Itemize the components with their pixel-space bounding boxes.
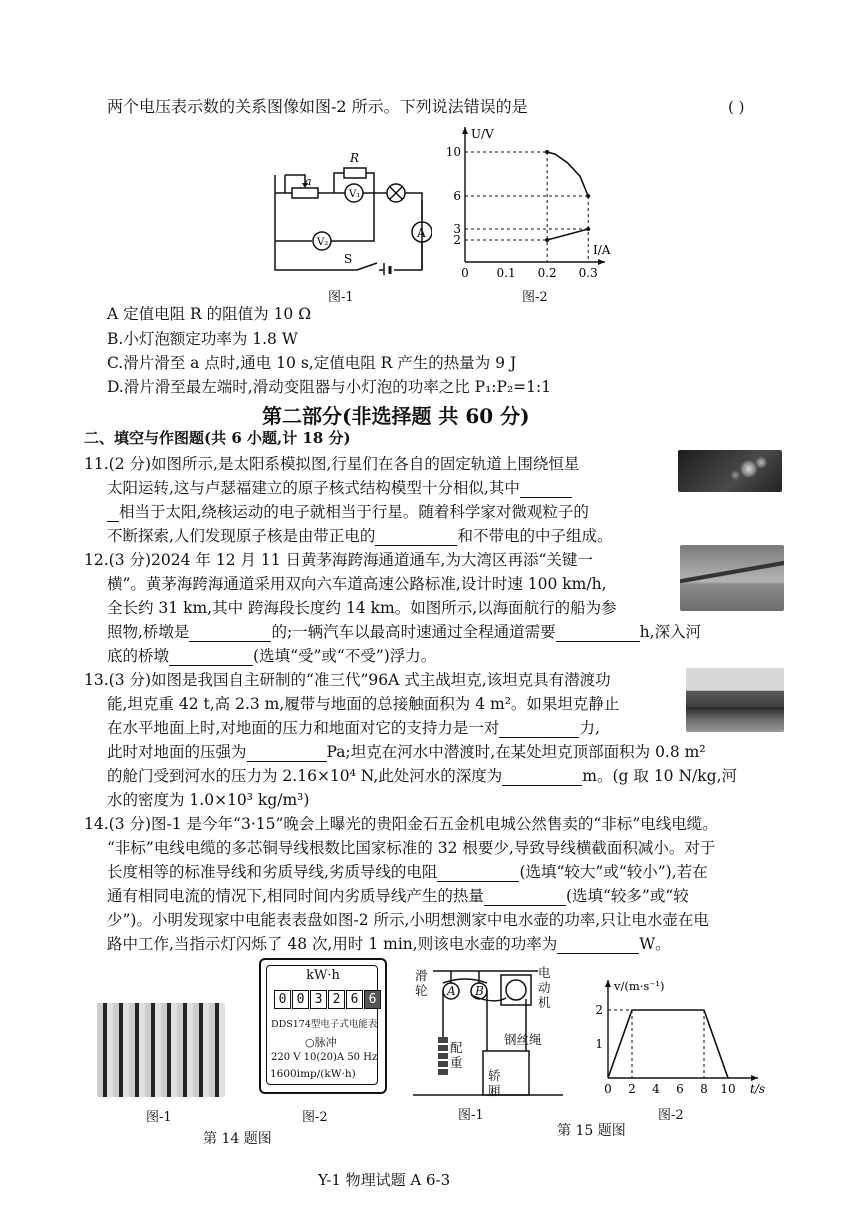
q10-answer-paren: ( ) [728, 98, 745, 116]
electric-meter [259, 958, 387, 1094]
x-axis-arrow [598, 259, 605, 265]
series-line-2 [547, 229, 588, 240]
q11-blank-2[interactable] [375, 529, 457, 546]
q11-line1: 11.(2 分)如图所示,是太阳系模拟图,行星们在各自的固定轨道上围绕恒星 [84, 455, 580, 473]
cable-photo [97, 1003, 225, 1097]
circuit-label-ammeter: A [417, 226, 426, 240]
y-axis-arrow [605, 980, 611, 987]
y-tick-label: 3 [453, 222, 461, 236]
q11-blank-1[interactable] [520, 481, 572, 498]
q13-line6: 水的密度为 1.0×10³ kg/m³) [107, 791, 310, 809]
x-tick-label: 4 [652, 1082, 660, 1096]
q14-line6: 路中工作,当指示灯闪烁了 48 次,用时 1 min,则该电水壶的功率为 W。 [107, 935, 671, 953]
q13-blank-2[interactable] [247, 745, 327, 762]
q12-line2: 横”。黄茅海跨海通道采用双向六车道高速公路标准,设计时速 100 km/h, [107, 575, 607, 593]
y-tick-label: 2 [453, 233, 461, 247]
fig15-title: 第 15 题图 [557, 1123, 626, 1139]
q11-line2: 太阳运转,这与卢瑟福建立的原子核式结构模型十分相似,其中 [107, 478, 572, 498]
tank-photo [686, 668, 784, 732]
q10-fig1-caption: 图-1 [328, 290, 354, 305]
q12-blank-3[interactable] [169, 649, 253, 666]
meter-digit: 2 [328, 990, 345, 1009]
meter-rating: 220 V 10(20)A 50 Hz [271, 1052, 378, 1063]
x-tick-label: 0.1 [496, 266, 516, 280]
u-i-graph [445, 112, 620, 287]
q14-line1: 14.(3 分)图-1 是今年“3·15”晚会上曝光的贵阳金石五金机电城公然售卖的“非标”电线电缆。 [84, 815, 718, 833]
meter-digit: 0 [274, 990, 291, 1009]
q11-line4: 不断探索,人们发现原子核是由带正电的 和不带电的中子组成。 [107, 527, 613, 545]
series-line-1 [608, 1010, 728, 1078]
x-tick-label: 6 [676, 1082, 684, 1096]
page-footer: Y-1 物理试题 A 6-3 [318, 1171, 451, 1189]
q12-line3: 全长约 31 km,其中 跨海段长度约 14 km。如图所示,以海面航行的船为参 [107, 599, 617, 617]
fig15-1-caption: 图-1 [458, 1108, 484, 1123]
fig15-2-caption: 图-2 [658, 1108, 684, 1123]
q12-line1: 12.(3 分)2024 年 12 月 11 日黄茅海跨海通道通车,为大湾区再添“关键一 [84, 551, 593, 569]
pulley-label: 滑轮 [415, 968, 428, 998]
q11-blank-1-cont[interactable] [107, 505, 119, 522]
x-tick-label: 10 [720, 1082, 736, 1096]
meter-model: DDS174型电子式电能表 [271, 1019, 378, 1030]
bridge-photo [680, 545, 784, 611]
meter-digits [274, 990, 382, 1009]
q12-line4: 照物,桥墩是 的;一辆汽车以最高时速通过全程通道需要 h,深入河 [107, 623, 702, 641]
y-tick-label: 6 [453, 189, 461, 203]
x-tick-label: 0 [461, 266, 469, 280]
q14-blank-1[interactable] [437, 865, 519, 882]
motor-label: 电动机 [538, 965, 551, 1010]
y-axis-arrow [462, 127, 468, 134]
q14-blank-3[interactable] [557, 937, 639, 954]
data-point [545, 238, 549, 242]
x-axis-label: I/A [593, 243, 611, 257]
q12-blank-1[interactable] [189, 625, 271, 642]
y-tick-label: 2 [595, 1003, 603, 1017]
q13-line3: 在水平地面上时,对地面的压力和地面对它的支持力是一对 力, [107, 719, 600, 737]
q14-line3: 长度相等的标准导线和劣质导线,劣质导线的电阻 (选填“较大”或“较小”),若在 [107, 863, 708, 881]
q13-blank-3[interactable] [502, 769, 582, 786]
meter-digit-decimal: 6 [364, 990, 381, 1009]
meter-unit: kW·h [306, 968, 340, 983]
q10-option-d: D.滑片滑至最左端时,滑动变阻器与小灯泡的功率之比 P₁:P₂=1:1 [107, 378, 552, 396]
q12-blank-2[interactable] [556, 625, 640, 642]
q13-line1: 13.(3 分)如图是我国自主研制的“准三代”96A 式主战坦克,该坦克具有潜渡功 [84, 671, 611, 689]
pulley-b-label: B [475, 984, 484, 998]
circuit-label-r: R [350, 151, 360, 165]
circuit-label-switch: S [344, 252, 353, 266]
q10-stem-tail: 两个电压表示数的关系图像如图-2 所示。下列说法错误的是 [107, 97, 528, 116]
x-tick-label: 0.2 [537, 266, 557, 280]
data-point [586, 227, 590, 231]
x-tick-label: 8 [700, 1082, 708, 1096]
q13-line2: 能,坦克重 42 t,高 2.3 m,履带与地面的总接触面积为 4 m²。如果坦克静止 [107, 695, 620, 713]
meter-digit: 0 [292, 990, 309, 1009]
circuit-diagram [262, 145, 432, 275]
y-axis-label: U/V [471, 127, 494, 141]
y-tick-label: 10 [445, 145, 461, 159]
q10-option-a: A 定值电阻 R 的阻值为 10 Ω [107, 305, 312, 323]
q14-line4: 通有相同电流的情况下,相同时间内劣质导线产生的热量 (选填“较多”或“较 [107, 887, 689, 905]
circuit-label-a: a [305, 175, 312, 188]
series-line-1 [547, 152, 588, 196]
x-tick-label: 0.3 [578, 266, 598, 280]
circuit-label-v1: V₁ [349, 189, 361, 200]
part2-title: 第二部分(非选择题 共 60 分) [262, 404, 530, 428]
meter-constant: 1600imp/(kW·h) [270, 1068, 356, 1080]
q10-option-b: B.小灯泡额定功率为 1.8 W [107, 330, 298, 348]
section2-heading: 二、填空与作图题(共 6 小题,计 18 分) [84, 429, 351, 447]
q14-line5: 少”)。小明发现家中电能表表盘如图-2 所示,小明想测家中电水壶的功率,只让电水壶在电 [107, 911, 709, 929]
q12-line5: 底的桥墩 (选填“受”或“不受”)浮力。 [107, 647, 437, 665]
x-tick-label: 0 [604, 1082, 612, 1096]
pulley-a-label: A [447, 984, 456, 998]
solar-system-photo [678, 450, 782, 492]
x-axis-arrow [751, 1075, 758, 1081]
y-tick-label: 1 [595, 1037, 603, 1051]
q14-blank-2[interactable] [484, 889, 566, 906]
counterweight-label: 配重 [450, 1040, 463, 1070]
q13-line5: 的舱门受到河水的压力为 2.16×10⁴ N,此处河水的深度为 m。(g 取 10 N/kg,河 [107, 767, 737, 785]
q13-blank-1[interactable] [499, 721, 579, 738]
q11-line3: 相当于太阳,绕核运动的电子就相当于行星。随着科学家对微观粒子的 [107, 502, 589, 522]
meter-pulse: ○脉冲 [305, 1036, 337, 1049]
rope-label: 钢丝绳 [504, 1032, 542, 1047]
data-point [545, 150, 549, 154]
q13-line4: 此时对地面的压强为 Pa;坦克在河水中潜渡时,在某处坦克顶部面积为 0.8 m² [107, 743, 706, 761]
q10-fig2-caption: 图-2 [522, 290, 548, 305]
circuit-label-v2: V₂ [317, 237, 329, 248]
q10-option-c: C.滑片滑至 a 点时,通电 10 s,定值电阻 R 产生的热量为 9 J [107, 354, 517, 372]
fig14-2-caption: 图-2 [302, 1110, 328, 1125]
meter-digit: 3 [310, 990, 327, 1009]
data-point [586, 194, 590, 198]
x-tick-label: 2 [628, 1082, 636, 1096]
q14-line2: “非标”电线电缆的多芯铜导线根数比国家标准的 32 根要少,导致导线横截面积减小。对于 [107, 839, 716, 857]
v-t-graph [590, 968, 775, 1100]
y-axis-label: v/(m·s⁻¹) [614, 979, 665, 993]
car-label: 轿厢 [488, 1068, 501, 1098]
fig14-title: 第 14 题图 [203, 1131, 272, 1147]
fig14-1-caption: 图-1 [146, 1110, 172, 1125]
x-axis-label: t/s [750, 1082, 766, 1096]
meter-digit: 6 [346, 990, 363, 1009]
